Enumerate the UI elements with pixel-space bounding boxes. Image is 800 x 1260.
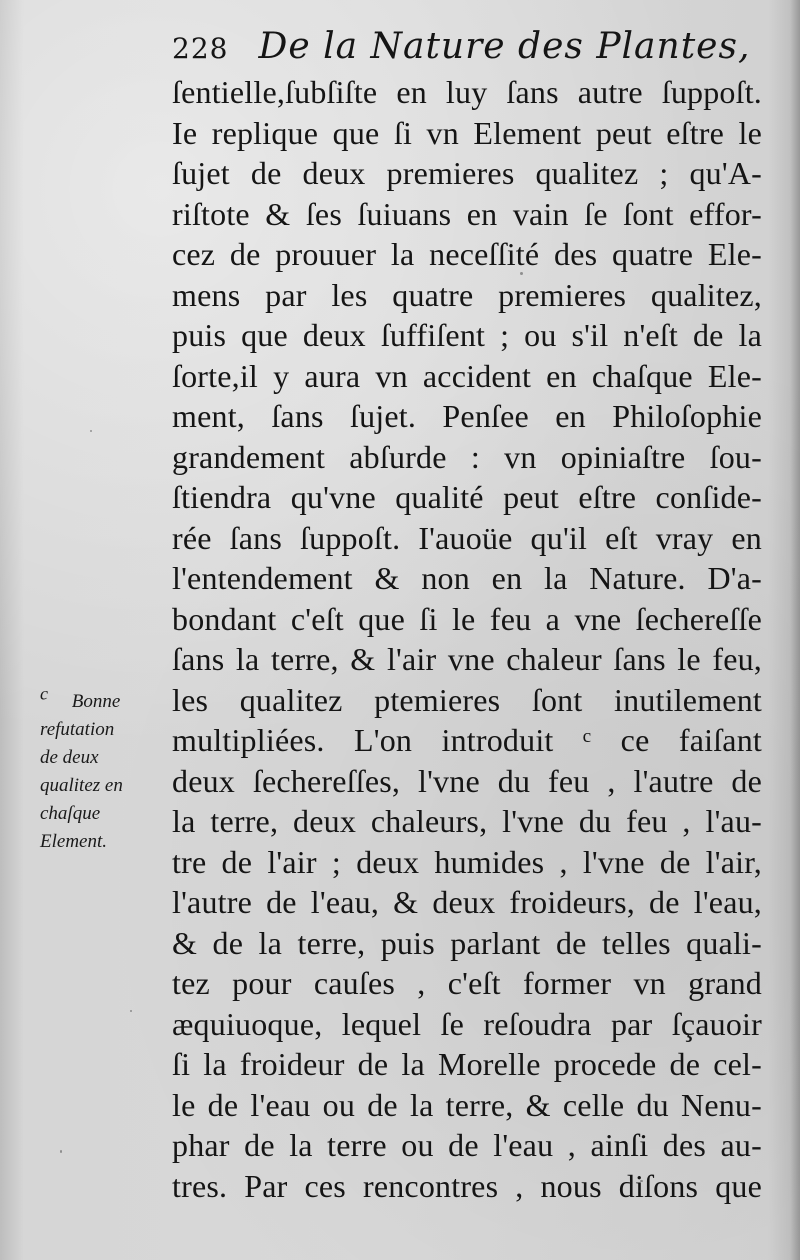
marginal-note-line: qualitez en	[40, 775, 123, 796]
text-line: ſorte,il y aura vn accident en chaſque Ele-	[172, 357, 762, 394]
page-edge-shadow	[790, 0, 800, 1260]
text-line: le de l'eau ou de la terre, & celle du Nenu-	[172, 1086, 762, 1123]
text-line: ſujet de deux premieres qualitez ; qu'A-	[172, 155, 762, 191]
text-line: rée ſans ſuppoſt. I'auoüe qu'il eſt vray en	[172, 519, 762, 556]
marginal-note-line: Element.	[40, 831, 108, 852]
paper-speck	[520, 272, 523, 275]
text-line: bondant c'eſt que ſi le feu a vne ſechereſſe	[172, 600, 762, 637]
marginal-note-line	[40, 683, 168, 716]
marginal-note-line: refutation	[40, 719, 115, 740]
text-line: ſtiendra qu'vne qualité peut eſtre conſide-	[172, 479, 762, 515]
note-mark: c	[40, 683, 48, 704]
text-line: riſtote & ſes ſuiuans en vain ſe ſont effor-	[172, 195, 762, 232]
text-line: cez de prouuer la neceſſité des quatre Ele-	[172, 236, 762, 272]
page-header	[172, 22, 772, 72]
text-line: Ie replique que ſi vn Element peut eſtre le	[172, 114, 762, 151]
body-text	[172, 72, 762, 1206]
text-line: ſentielle,ſubſiſte en luy ſans autre ſuppoſt.	[172, 74, 762, 110]
text-line: deux ſechereſſes, l'vne du feu , l'autre de	[172, 762, 762, 799]
text-line: ſans la terre, & l'air vne chaleur ſans le feu,	[172, 641, 762, 677]
text-line: æquiuoque, lequel ſe reſoudra par ſçauoir	[172, 1005, 762, 1042]
page-number: 228	[172, 32, 229, 65]
text-line: grandement abſurde : vn opiniaſtre ſou-	[172, 438, 762, 475]
paper-speck	[60, 1150, 62, 1153]
marginal-note-text: Bonne	[71, 691, 121, 712]
text-line: la terre, deux chaleurs, l'vne du feu , l'au-	[172, 803, 762, 839]
paper-speck	[640, 1180, 643, 1182]
text-line: multipliées. L'on introduit ᶜ ce faiſant	[172, 722, 762, 758]
running-title: De la Nature des Plantes,	[258, 26, 751, 67]
text-line: phar de la terre ou de l'eau , ainſi des au-	[172, 1127, 762, 1163]
text-line: tre de l'air ; deux humides , l'vne de l'air,	[172, 843, 762, 880]
marginal-note-line: chaſque	[40, 803, 101, 824]
text-line: & de la terre, puis parlant de telles quali-	[172, 924, 762, 961]
marginal-note	[40, 683, 168, 856]
text-line: mens par les quatre premieres qualitez,	[172, 276, 762, 313]
paper-speck	[130, 1010, 132, 1012]
text-line: ſi la froideur de la Morelle procede de cel-	[172, 1046, 762, 1082]
text-line: puis que deux ſuffiſent ; ou s'il n'eſt de la	[172, 317, 762, 353]
text-line: l'autre de l'eau, & deux froideurs, de l'eau,	[172, 884, 762, 920]
text-line: tres. Par ces rencontres , nous diſons que	[172, 1167, 762, 1204]
text-line: ment, ſans ſujet. Penſee en Philoſophie	[172, 398, 762, 434]
text-line: l'entendement & non en la Nature. D'a-	[172, 560, 762, 596]
marginal-note-line: de deux	[40, 747, 99, 768]
text-line: les qualitez ptemieres ſont inutilement	[172, 681, 762, 718]
paper-speck	[90, 430, 92, 432]
text-line: tez pour cauſes , c'eſt former vn grand	[172, 965, 762, 1001]
